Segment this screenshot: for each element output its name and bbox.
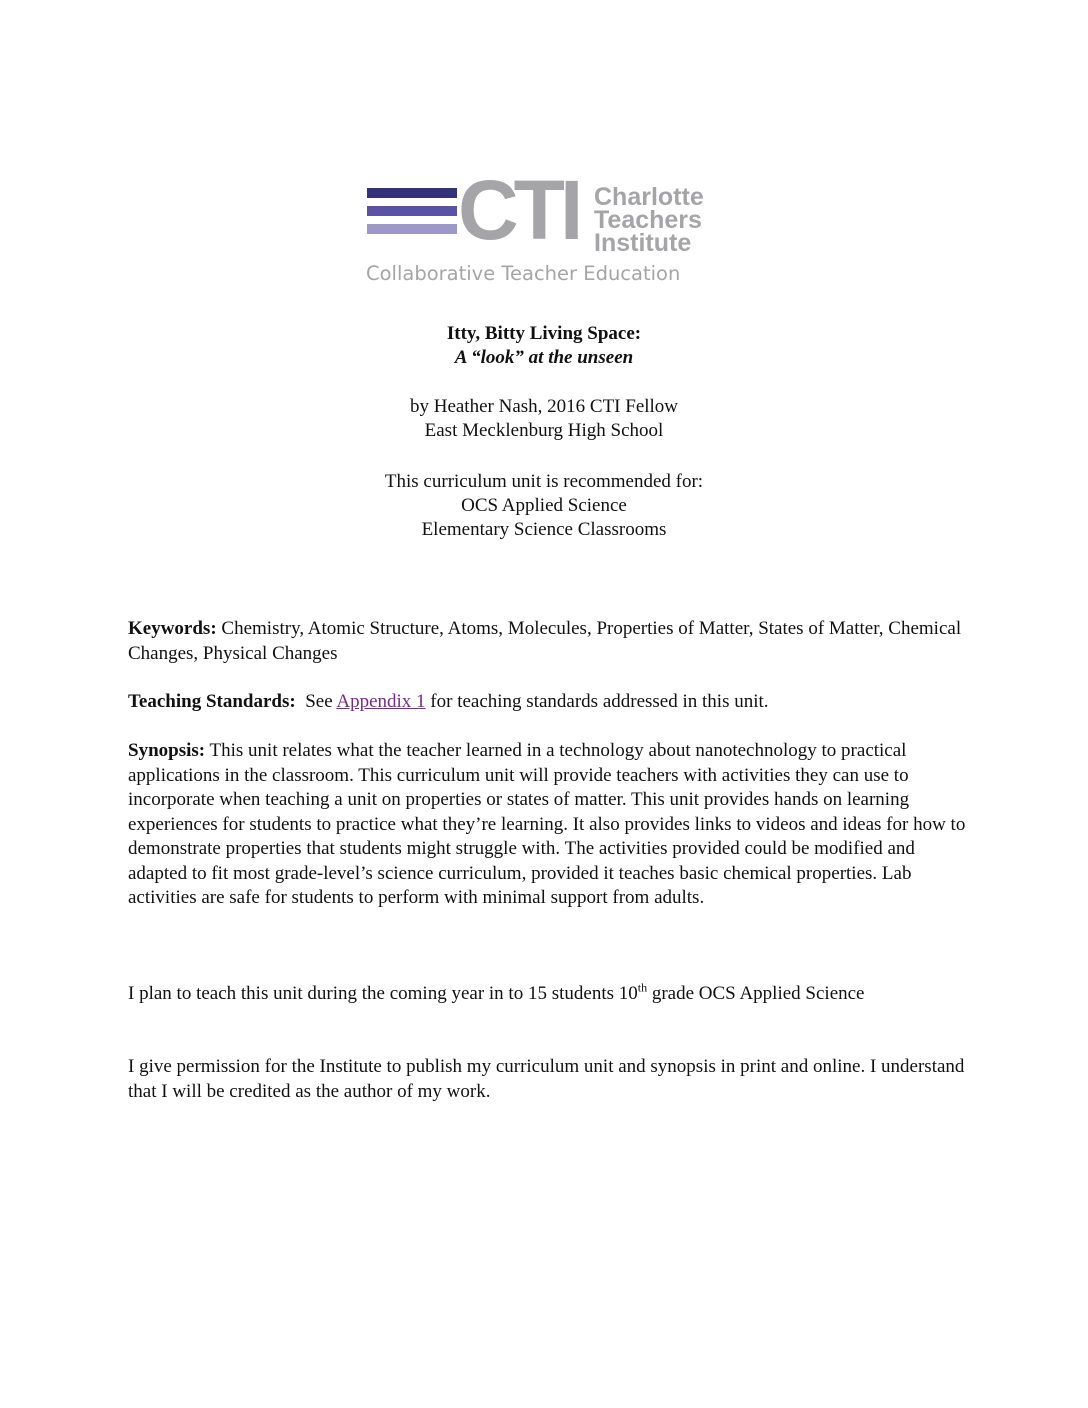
logo-name-line: Charlotte bbox=[594, 183, 704, 211]
recommended-item: OCS Applied Science bbox=[461, 495, 627, 516]
logo-bar-mid bbox=[367, 206, 457, 216]
recommended-intro: This curriculum unit is recommended for: bbox=[384, 471, 704, 492]
byline-block bbox=[0, 395, 1088, 443]
plan-text: I plan to teach this unit during the coming year in to 15 students 10 bbox=[128, 983, 638, 1004]
author-line: by Heather Nash, 2016 CTI Fellow bbox=[409, 396, 679, 417]
logo-name-line: Teachers bbox=[594, 206, 702, 234]
appendix-link[interactable]: Appendix 1 bbox=[336, 691, 426, 712]
keywords-paragraph bbox=[128, 617, 968, 666]
logo-name bbox=[594, 183, 704, 257]
keywords-text: Chemistry, Atomic Structure, Atoms, Molecules, Properties of Matter, States of Matter, Chemical Changes, Physical Changes bbox=[128, 618, 962, 664]
teaching-standards-paragraph bbox=[128, 690, 968, 715]
plan-text-after: grade OCS Applied Science bbox=[647, 983, 865, 1004]
logo-tagline: Collaborative Teacher Education bbox=[366, 262, 681, 285]
recommended-item: Elementary Science Classrooms bbox=[421, 519, 667, 540]
keywords-label: Keywords: bbox=[128, 618, 217, 639]
recommended-block bbox=[0, 470, 1088, 542]
logo-bar-light bbox=[367, 224, 457, 234]
synopsis-paragraph bbox=[128, 739, 968, 911]
teaching-standards-label: Teaching Standards: bbox=[128, 691, 296, 712]
logo-abbrev: CTI bbox=[458, 163, 579, 257]
logo-name-line: Institute bbox=[594, 229, 692, 257]
teaching-standards-before: See bbox=[295, 691, 337, 712]
unit-title: Itty, Bitty Living Space: bbox=[446, 323, 642, 344]
synopsis-text: This unit relates what the teacher learned in a technology about nanotechnology to practical applications in the classroom. This curriculum unit will provide teachers with activities they can use to incorporate when teaching a unit on properties or states of matter. This unit provides hands on learning experiences for students to practice what they’re learning. It also provides links to videos and ideas for how to demonstrate properties that students might struggle with. The activities provided could be modified and adapted to fit most grade-level’s science curriculum, provided it teaches basic chemical properties. Lab activities are safe for students to perform with minimal support from adults. bbox=[128, 740, 966, 908]
cti-logo bbox=[364, 163, 724, 292]
unit-subtitle: A “look” at the unseen bbox=[454, 347, 634, 368]
synopsis-label: Synopsis: bbox=[128, 740, 206, 761]
teaching-standards-after: for teaching standards addressed in this unit. bbox=[425, 691, 769, 712]
plan-paragraph bbox=[128, 982, 968, 1007]
plan-superscript: th bbox=[637, 980, 648, 995]
logo-bars bbox=[367, 188, 457, 242]
logo-bar-dark bbox=[367, 188, 457, 198]
school-line: East Mecklenburg High School bbox=[424, 420, 664, 441]
permission-paragraph: I give permission for the Institute to publish my curriculum unit and synopsis in print and online. I understand that I will be credited as the author of my work. bbox=[128, 1056, 965, 1102]
